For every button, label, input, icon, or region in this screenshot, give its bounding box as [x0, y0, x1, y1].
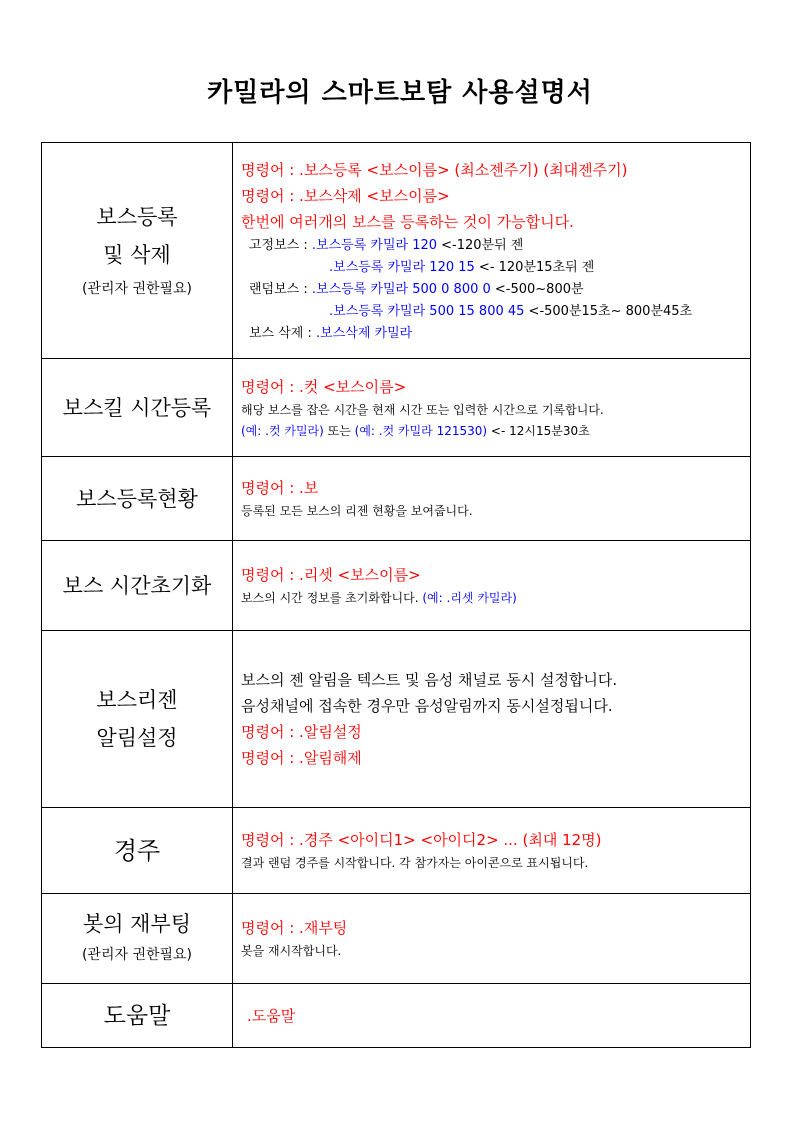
- table-row-reboot: [42, 894, 751, 984]
- row-content-status: [233, 457, 751, 541]
- row-content-reset: [233, 541, 751, 631]
- table-row-reset: [42, 541, 751, 631]
- reboot-description: 봇을 재시작합니다.: [241, 944, 342, 958]
- delete-boss-example: [241, 323, 750, 345]
- kill-example-2: (예: .컷 카밀라 121530): [354, 423, 488, 438]
- alarm-command-off: 명령어 : .알림해제: [241, 749, 362, 767]
- fixed-boss-desc-1: <-120분뒤 젠: [437, 237, 524, 253]
- table-row-alarm: [42, 631, 751, 808]
- reset-example: (예: .리셋 카밀라): [422, 591, 517, 605]
- fixed-boss-desc-2: <- 120분15초뒤 젠: [474, 259, 595, 275]
- status-command: 명령어 : .보: [241, 479, 319, 497]
- race-description: 결과 랜덤 경주를 시작합니다. 각 참가자는 아이콘으로 표시됩니다.: [241, 856, 589, 870]
- manual-table: [41, 142, 751, 1048]
- reset-desc-text: 보스의 시간 정보를 초기화합니다.: [241, 591, 423, 605]
- fixed-boss-command-2: .보스등록 카밀라 120 15: [329, 259, 475, 275]
- random-boss-desc-2: <-500분15초~ 800분45초: [524, 303, 693, 319]
- table-row-kill: [42, 359, 751, 457]
- row-label-reset: [42, 541, 233, 631]
- alarm-description-2: 음성채널에 접속한 경우만 음성알림까지 동시설정됩니다.: [241, 697, 613, 715]
- random-boss-desc-1: <-500~800분: [490, 281, 584, 297]
- kill-example-1: (예: .컷 카밀라): [241, 423, 324, 438]
- race-name: 경주: [113, 836, 161, 865]
- register-command-2: 명령어 : .보스삭제 <보스이름>: [241, 186, 450, 205]
- kill-command: 명령어 : .컷 <보스이름>: [241, 377, 407, 396]
- register-name-line2: 및 삭제: [103, 242, 171, 267]
- table-row-race: [42, 808, 751, 894]
- random-boss-command-1: .보스등록 카밀라 500 0 800 0: [311, 281, 491, 297]
- status-name: 보스등록현황: [76, 486, 198, 511]
- row-label-alarm: [42, 631, 233, 808]
- status-description: 등록된 모든 보스의 리젠 현황을 보여줍니다.: [241, 504, 473, 518]
- random-boss-label: 랜덤보스 :: [249, 281, 312, 297]
- alarm-name-line1: 보스리젠: [96, 688, 178, 712]
- random-boss-example-2: [241, 301, 750, 323]
- row-content-register: [233, 143, 751, 359]
- help-command: .도움말: [247, 1006, 296, 1025]
- reboot-name: 봇의 재부팅: [82, 911, 192, 936]
- fixed-boss-example-1: [241, 235, 750, 257]
- table-row-status: [42, 457, 751, 541]
- kill-name: 보스킬 시간등록: [62, 395, 212, 420]
- fixed-boss-example-2: [241, 257, 750, 279]
- reset-command: 명령어 : .리셋 <보스이름>: [241, 566, 421, 584]
- random-boss-command-2: .보스등록 카밀라 500 15 800 45: [329, 303, 525, 319]
- fixed-boss-command-1: .보스등록 카밀라 120: [311, 237, 438, 253]
- row-label-race: [42, 808, 233, 894]
- race-command: 명령어 : .경주 <아이디1> <아이디2> ... (최대 12명): [241, 831, 602, 849]
- delete-boss-label: 보스 삭제 :: [249, 325, 317, 341]
- row-label-kill: [42, 359, 233, 457]
- reboot-permission-note: (관리자 권한필요): [81, 946, 193, 963]
- delete-boss-command: .보스삭제 카밀라: [316, 325, 413, 341]
- row-content-alarm: [233, 631, 751, 808]
- fixed-boss-label: 고정보스 :: [249, 237, 312, 253]
- register-command-1: 명령어 : .보스등록 <보스이름> (최소젠주기) (최대젠주기): [241, 160, 628, 179]
- row-label-help: [42, 984, 233, 1048]
- row-label-reboot: [42, 894, 233, 984]
- alarm-command-on: 명령어 : .알림설정: [241, 723, 362, 741]
- row-label-register: [42, 143, 233, 359]
- reboot-command: 명령어 : .재부팅: [241, 919, 348, 937]
- kill-description: 해당 보스를 잡은 시간을 현재 시간 또는 입력한 시간으로 기록합니다.: [241, 402, 604, 417]
- page-title: 카밀라의 스마트보탐 사용설명서: [207, 78, 593, 108]
- alarm-name-line2: 알림설정: [96, 726, 178, 750]
- random-boss-example-1: [241, 279, 750, 301]
- help-name: 도움말: [103, 1002, 171, 1029]
- alarm-description-1: 보스의 젠 알림을 텍스트 및 음성 채널로 동시 설정합니다.: [241, 671, 618, 689]
- row-content-race: [233, 808, 751, 894]
- table-row-register: [42, 143, 751, 359]
- kill-examples: [241, 421, 750, 442]
- register-multi-note: 한번에 여러개의 보스를 등록하는 것이 가능합니다.: [241, 212, 574, 231]
- row-content-kill: [233, 359, 751, 457]
- kill-example-2-desc: <- 12시15분30초: [487, 423, 590, 438]
- register-name-line1: 보스등록: [96, 204, 178, 229]
- row-label-status: [42, 457, 233, 541]
- row-content-help: [233, 984, 751, 1048]
- kill-example-or: 또는: [323, 423, 355, 438]
- register-permission-note: (관리자 권한필요): [81, 280, 193, 297]
- reset-description: [241, 588, 750, 609]
- reset-name: 보스 시간초기화: [62, 573, 212, 598]
- table-row-help: [42, 984, 751, 1048]
- row-content-reboot: [233, 894, 751, 984]
